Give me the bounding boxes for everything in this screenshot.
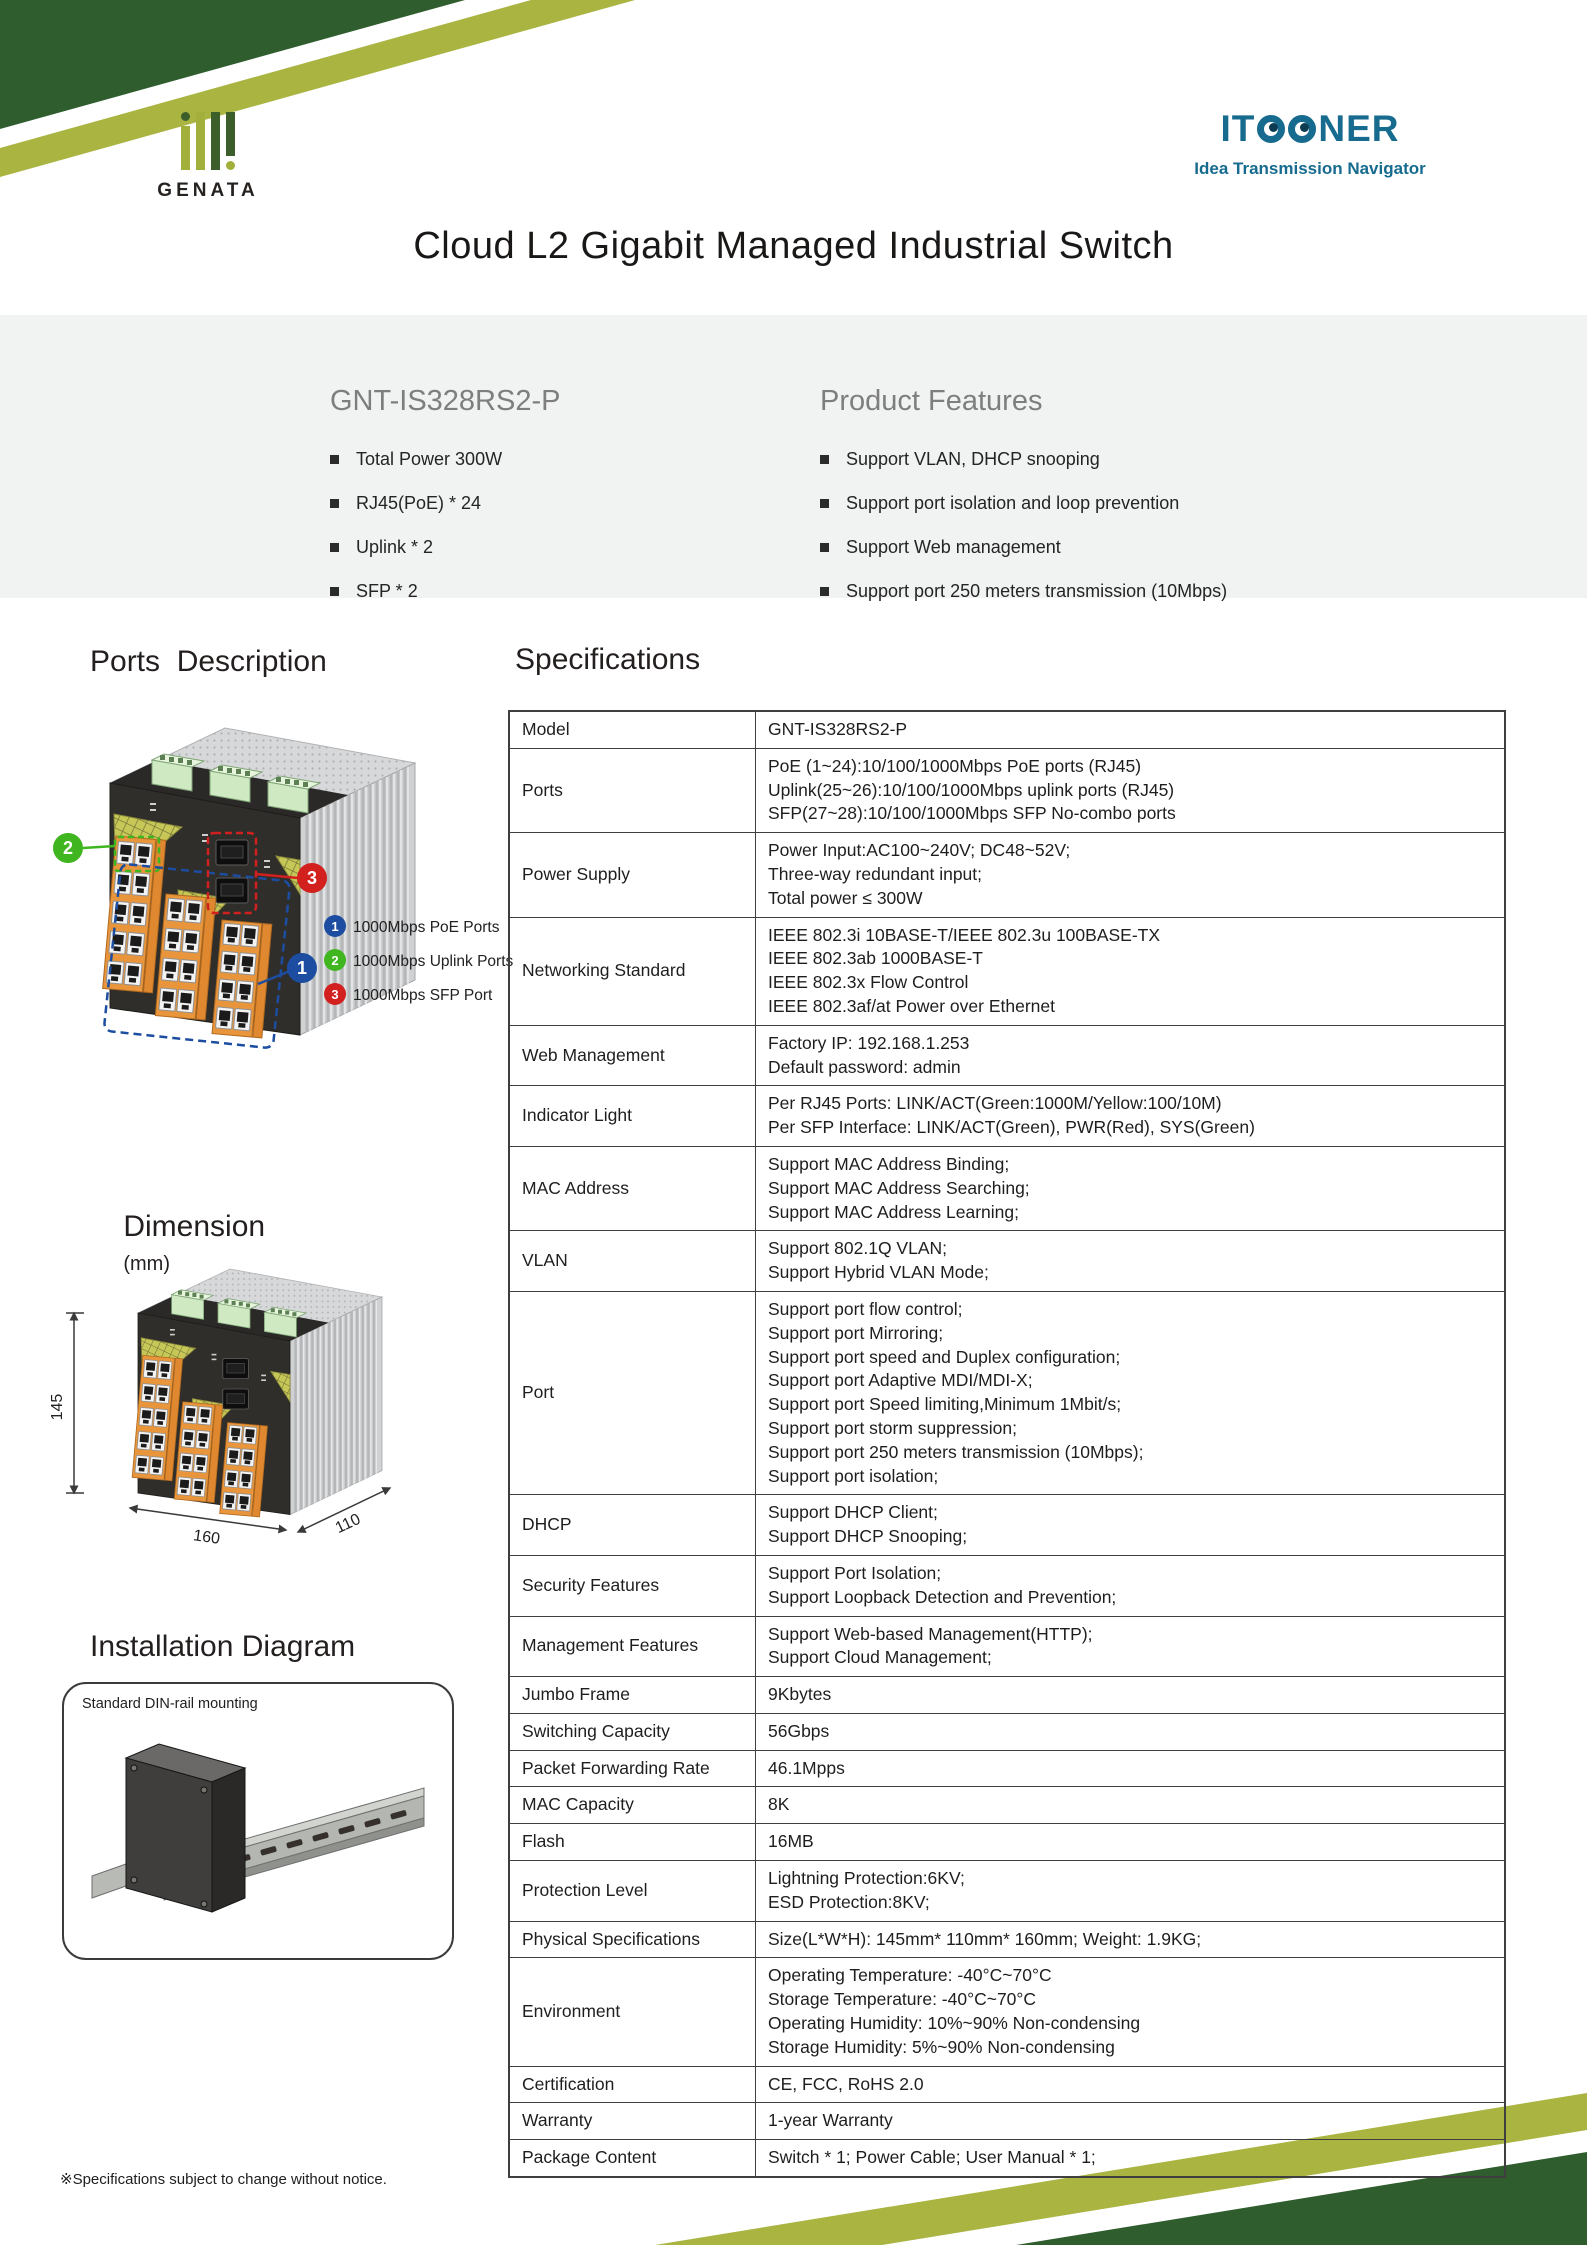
svg-text:3: 3 (331, 987, 339, 1002)
spec-label: Flash (509, 1824, 756, 1861)
bullet-text: Support Web management (846, 536, 1061, 557)
dim-width (130, 1508, 286, 1530)
dim-width-label: 160 (192, 1527, 222, 1548)
spec-row (509, 1958, 1505, 2066)
bullet-square-icon (330, 543, 339, 552)
bullet-item (330, 569, 502, 613)
bullet-item (330, 437, 502, 481)
spec-value: CE, FCC, RoHS 2.0 (756, 2066, 1506, 2103)
spec-value: 8K (756, 1787, 1506, 1824)
spec-value: Per RJ45 Ports: LINK/ACT(Green:1000M/Yellow:100/10M) Per SFP Interface: LINK/ACT(Green), PWR(Red), SYS(Green) (756, 1086, 1506, 1147)
spec-row (509, 1025, 1505, 1086)
bullet-item (820, 569, 1227, 613)
svg-text:3: 3 (306, 868, 318, 888)
spec-value: Switch * 1; Power Cable; User Manual * 1; (756, 2140, 1506, 2177)
sfp-callout-badge (297, 863, 327, 893)
bullet-text: Support port isolation and loop prevention (846, 492, 1180, 513)
genata-logo-icon (148, 112, 268, 170)
spec-row (509, 1291, 1505, 1494)
svg-text:1: 1 (296, 958, 308, 978)
spec-value: PoE (1~24):10/100/1000Mbps PoE ports (RJ45) Uplink(25~26):10/100/1000Mbps uplink ports (RJ45) SFP(27~28):10/100/1000Mbps SFP No-combo ports (756, 748, 1506, 832)
svg-text:1000Mbps SFP Port: 1000Mbps SFP Port (353, 987, 493, 1004)
spec-value: 9Kbytes (756, 1677, 1506, 1714)
itooner-tagline: Idea Transmission Navigator (1194, 159, 1426, 178)
mounted-switch-icon (126, 1744, 245, 1912)
footnote: ※Specifications subject to change without notice. (60, 2171, 387, 2188)
spec-value: 1-year Warranty (756, 2103, 1506, 2140)
features-bullet-list (820, 437, 1227, 613)
spec-label: Indicator Light (509, 1086, 756, 1147)
spec-value: Power Input:AC100~240V; DC48~52V; Three-way redundant input; Total power ≤ 300W (756, 833, 1506, 917)
spec-value: Support Web-based Management(HTTP); Support Cloud Management; (756, 1616, 1506, 1677)
spec-row (509, 2140, 1505, 2177)
bullet-item (330, 525, 502, 569)
spec-label: Power Supply (509, 833, 756, 917)
spec-row (509, 917, 1505, 1025)
spec-row (509, 1086, 1505, 1147)
spec-label: Security Features (509, 1555, 756, 1616)
spec-row (509, 1677, 1505, 1714)
itooner-suffix: NER (1318, 108, 1400, 149)
spec-value: Support Port Isolation; Support Loopback Detection and Prevention; (756, 1555, 1506, 1616)
model-bullet-list (330, 437, 502, 613)
bullet-item (820, 481, 1227, 525)
svg-text:2: 2 (331, 953, 339, 968)
spec-label: DHCP (509, 1495, 756, 1556)
dim-height (66, 1313, 84, 1493)
bullet-item (330, 481, 502, 525)
svg-text:1000Mbps Uplink Ports: 1000Mbps Uplink Ports (353, 953, 514, 970)
bullet-text: Uplink * 2 (356, 536, 434, 557)
eye-icon (1288, 115, 1316, 143)
itooner-logo-text (1170, 108, 1450, 150)
spec-label: Port (509, 1291, 756, 1494)
spec-row (509, 1824, 1505, 1861)
spec-row (509, 1861, 1505, 1922)
poe-callout-badge (287, 953, 317, 983)
spec-value: Support MAC Address Binding; Support MAC Address Searching; Support MAC Address Learning; (756, 1146, 1506, 1230)
itooner-logo (1170, 108, 1450, 179)
model-heading: GNT-IS328RS2-P (330, 385, 561, 417)
spec-label: VLAN (509, 1231, 756, 1292)
ports-legend (324, 915, 513, 1005)
spec-row (509, 1146, 1505, 1230)
spec-value: 56Gbps (756, 1713, 1506, 1750)
din-rail-mounting-illustration (64, 1716, 452, 1950)
page-title: Cloud L2 Gigabit Managed Industrial Switch (413, 225, 1174, 267)
spec-row (509, 833, 1505, 917)
bullet-square-icon (820, 499, 829, 508)
specs-table-body (509, 711, 1505, 2177)
spec-value: Lightning Protection:6KV; ESD Protection:8KV; (756, 1861, 1506, 1922)
bullet-square-icon (330, 455, 339, 464)
switch-ports-illustration (50, 688, 520, 1056)
spec-row (509, 1921, 1505, 1958)
bullet-item (820, 437, 1227, 481)
spec-row (509, 2066, 1505, 2103)
spec-value: Factory IP: 192.168.1.253 Default password: admin (756, 1025, 1506, 1086)
spec-label: Switching Capacity (509, 1713, 756, 1750)
spec-value: Size(L*W*H): 145mm* 110mm* 160mm; Weight: 1.9KG; (756, 1921, 1506, 1958)
overview-band (0, 315, 1587, 601)
spec-label: Jumbo Frame (509, 1677, 756, 1714)
uplink-callout-badge (53, 833, 83, 863)
dimension-heading: Dimension (mm) (123, 1210, 266, 1275)
svg-text:1000Mbps PoE Ports: 1000Mbps PoE Ports (353, 919, 500, 936)
spec-label: MAC Address (509, 1146, 756, 1230)
spec-value: Support DHCP Client; Support DHCP Snooping; (756, 1495, 1506, 1556)
spec-value: GNT-IS328RS2-P (756, 711, 1506, 748)
svg-text:2: 2 (62, 838, 74, 858)
bullet-square-icon (820, 543, 829, 552)
spec-row (509, 1231, 1505, 1292)
spec-label: Certification (509, 2066, 756, 2103)
spec-row (509, 1787, 1505, 1824)
spec-label: Management Features (509, 1616, 756, 1677)
spec-value: Operating Temperature: -40°C~70°C Storage Temperature: -40°C~70°C Operating Humidity: 10%~90% Non-condensing Storage Humidity: 5%~90% Non-condensing (756, 1958, 1506, 2066)
spec-row (509, 2103, 1505, 2140)
specifications-heading: Specifications (515, 643, 701, 676)
installation-caption: Standard DIN-rail mounting (82, 1696, 258, 1712)
spec-row (509, 1713, 1505, 1750)
installation-heading: Installation Diagram (90, 1630, 356, 1663)
bullet-square-icon (330, 587, 339, 596)
legend-item-uplink (324, 949, 513, 971)
bullet-square-icon (820, 455, 829, 464)
features-heading: Product Features (820, 385, 1043, 417)
spec-label: Ports (509, 748, 756, 832)
bullet-text: Total Power 300W (356, 448, 503, 469)
genata-logo-text: GENATA (157, 180, 259, 201)
dim-depth-label: 110 (332, 1510, 364, 1538)
bullet-text: Support VLAN, DHCP snooping (846, 448, 1100, 469)
spec-row (509, 711, 1505, 748)
itooner-prefix: IT (1220, 108, 1256, 149)
bullet-text: SFP * 2 (356, 580, 418, 601)
bullet-item (820, 525, 1227, 569)
spec-label: Package Content (509, 2140, 756, 2177)
dim-height-label: 145 (49, 1393, 66, 1421)
spec-label: Physical Specifications (509, 1921, 756, 1958)
spec-value: 46.1Mpps (756, 1750, 1506, 1787)
spec-value: IEEE 802.3i 10BASE-T/IEEE 802.3u 100BASE-TX IEEE 802.3ab 1000BASE-T IEEE 802.3x Flow Control IEEE 802.3af/at Power over Ethernet (756, 917, 1506, 1025)
installation-box (62, 1682, 454, 1960)
spec-row (509, 1750, 1505, 1787)
bullet-square-icon (820, 587, 829, 596)
spec-row (509, 1616, 1505, 1677)
spec-label: Warranty (509, 2103, 756, 2140)
bullet-text: RJ45(PoE) * 24 (356, 492, 482, 513)
genata-logo (148, 112, 268, 202)
bullet-text: Support port 250 meters transmission (10Mbps) (846, 580, 1228, 601)
dimension-unit: (mm) (123, 1253, 170, 1275)
spec-label: Web Management (509, 1025, 756, 1086)
spec-label: Protection Level (509, 1861, 756, 1922)
spec-label: MAC Capacity (509, 1787, 756, 1824)
spec-label: Packet Forwarding Rate (509, 1750, 756, 1787)
spec-row (509, 1555, 1505, 1616)
spec-value: Support port flow control; Support port Mirroring; Support port speed and Duplex configuration; Support port Adaptive MDI/MDI-X; Support port Speed limiting,Minimum 1Mbit/s; Support port storm suppression; Support port 250 meters transmission (10Mbps); Support port isolation; (756, 1291, 1506, 1494)
specifications-table (508, 710, 1506, 2178)
spec-label: Model (509, 711, 756, 748)
ports-description-heading: Ports Description (90, 645, 327, 678)
dimension-illustration (40, 1212, 510, 1602)
eye-icon (1257, 115, 1285, 143)
spec-label: Networking Standard (509, 917, 756, 1025)
spec-value: 16MB (756, 1824, 1506, 1861)
spec-row (509, 748, 1505, 832)
bullet-square-icon (330, 499, 339, 508)
svg-text:1: 1 (331, 919, 339, 934)
spec-row (509, 1495, 1505, 1556)
spec-label: Environment (509, 1958, 756, 2066)
spec-value: Support 802.1Q VLAN; Support Hybrid VLAN Mode; (756, 1231, 1506, 1292)
